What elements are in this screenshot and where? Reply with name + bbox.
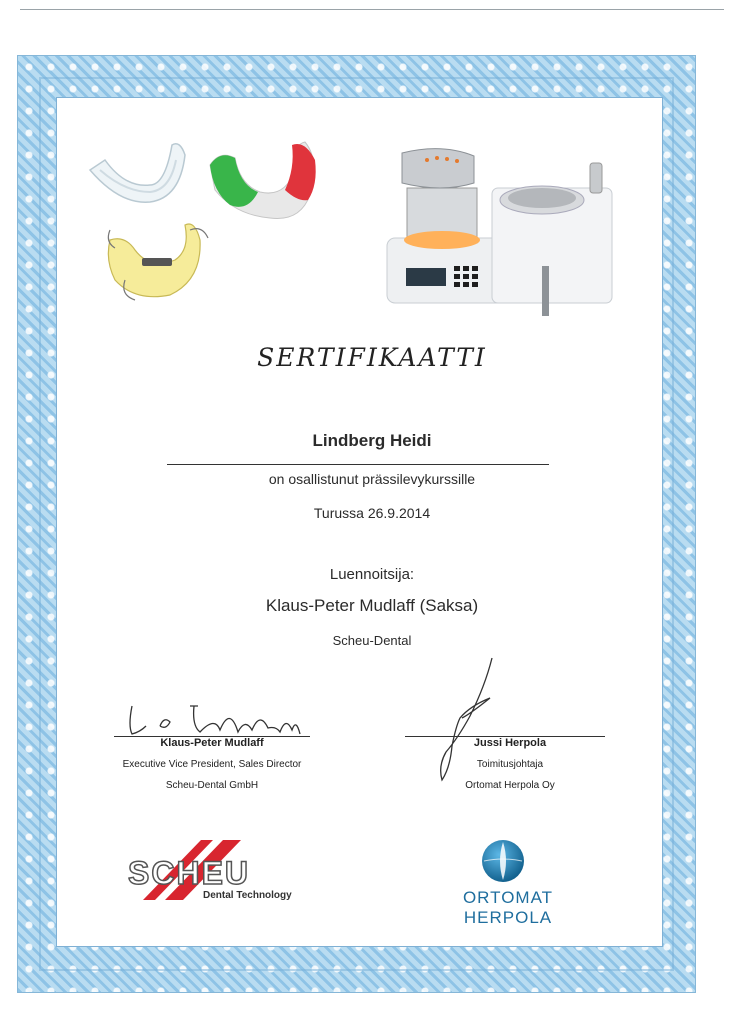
- participation-text: on osallistunut prässilevykurssille: [268, 471, 476, 487]
- recipient-name: Lindberg Heidi: [312, 431, 432, 450]
- scan-edge-line: [20, 9, 724, 10]
- place-date-text: Turussa 26.9.2014: [313, 505, 431, 521]
- scheu-wordmark: SCHEU: [128, 855, 251, 891]
- left-signatory-company: Scheu-Dental GmbH: [165, 780, 259, 791]
- pressure-moulding-machine-photo: [382, 148, 622, 318]
- recipient-underline: [167, 464, 549, 465]
- left-signatory-name: Klaus-Peter Mudlaff: [160, 737, 264, 749]
- right-signatory-name: Jussi Herpola: [473, 737, 547, 749]
- lecturer-company: Scheu-Dental: [332, 633, 412, 648]
- scheu-logo: [123, 838, 313, 912]
- lecturer-label: Luennoitsija:: [329, 566, 415, 583]
- right-signatory: [400, 737, 620, 791]
- right-signatory-role: Toimitusjohtaja: [476, 759, 544, 770]
- dental-appliances-photo: [80, 130, 330, 310]
- right-signatory-company: Ortomat Herpola Oy: [465, 780, 555, 791]
- ortomat-wordmark: ORTOMAT HERPOLA: [462, 888, 554, 927]
- scheu-tagline: Dental Technology: [203, 890, 292, 901]
- ortomat-globe-icon: [480, 838, 526, 884]
- left-signatory: [102, 737, 322, 791]
- lecturer-name: Klaus-Peter Mudlaff (Saksa): [265, 596, 479, 615]
- left-signatory-role: Executive Vice President, Sales Director: [122, 759, 302, 770]
- certificate-title: SERTIFIKAATTI: [257, 343, 487, 372]
